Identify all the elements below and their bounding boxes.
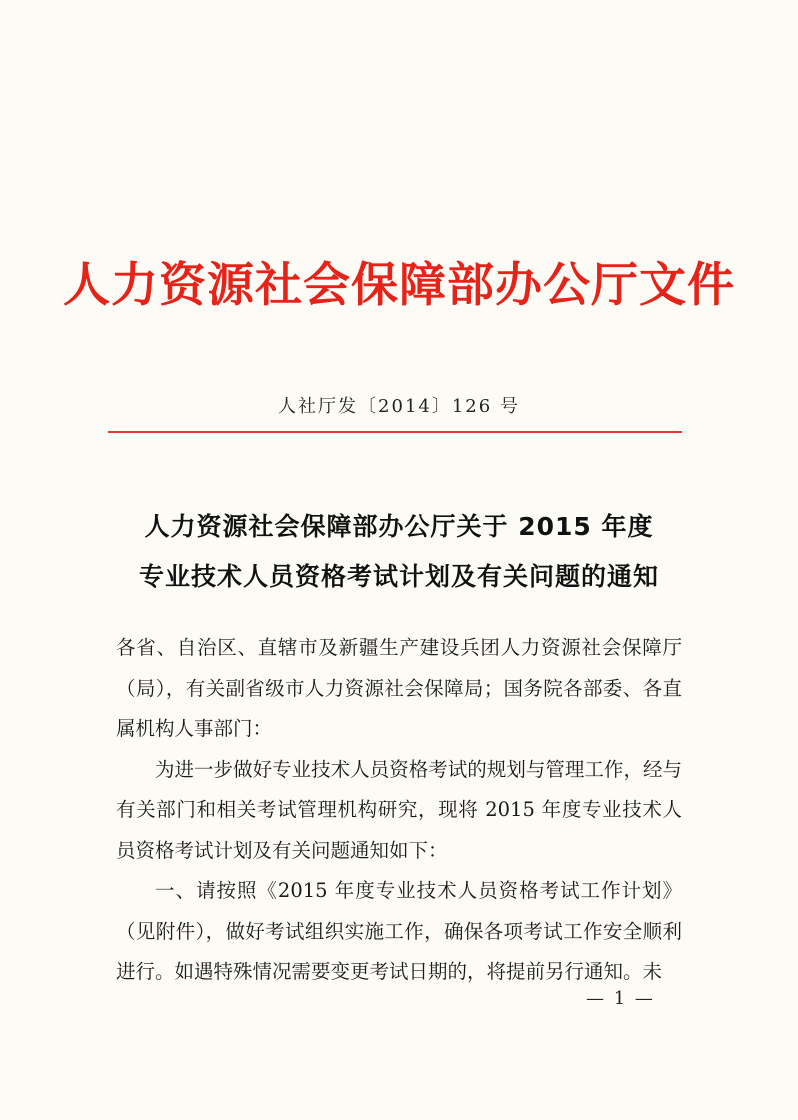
red-divider-line [108, 431, 682, 433]
body-paragraph-1: 为进一步做好专业技术人员资格考试的规划与管理工作，经与有关部门和相关考试管理机构研究，现将 2015 年度专业技术人员资格考试计划及有关问题通知如下： [116, 757, 682, 862]
body-paragraph-2: 一、请按照《2015 年度专业技术人员资格考试工作计划》（见附件），做好考试组织实施工作，确保各项考试工作安全顺利进行。如遇特殊情况需要变更考试日期的，将提前另行通知。未 [116, 879, 682, 983]
notice-title-line-2: 专业技术人员资格考试计划及有关问题的通知 [138, 562, 659, 591]
masthead-title: 人力资源社会保障部办公厅文件 [63, 258, 735, 313]
page-number: — 1 — [586, 988, 655, 1009]
notice-body [116, 628, 682, 993]
document-number: 人社厅发〔2014〕126 号 [278, 396, 520, 417]
addressees-paragraph: 各省、自治区、直辖市及新疆生产建设兵团人力资源社会保障厅（局），有关副省级市人力资源社会保障局；国务院各部委、各直属机构人事部门： [116, 636, 682, 740]
notice-title-line-1: 人力资源社会保障部办公厅关于 2015 年度 [144, 512, 654, 541]
